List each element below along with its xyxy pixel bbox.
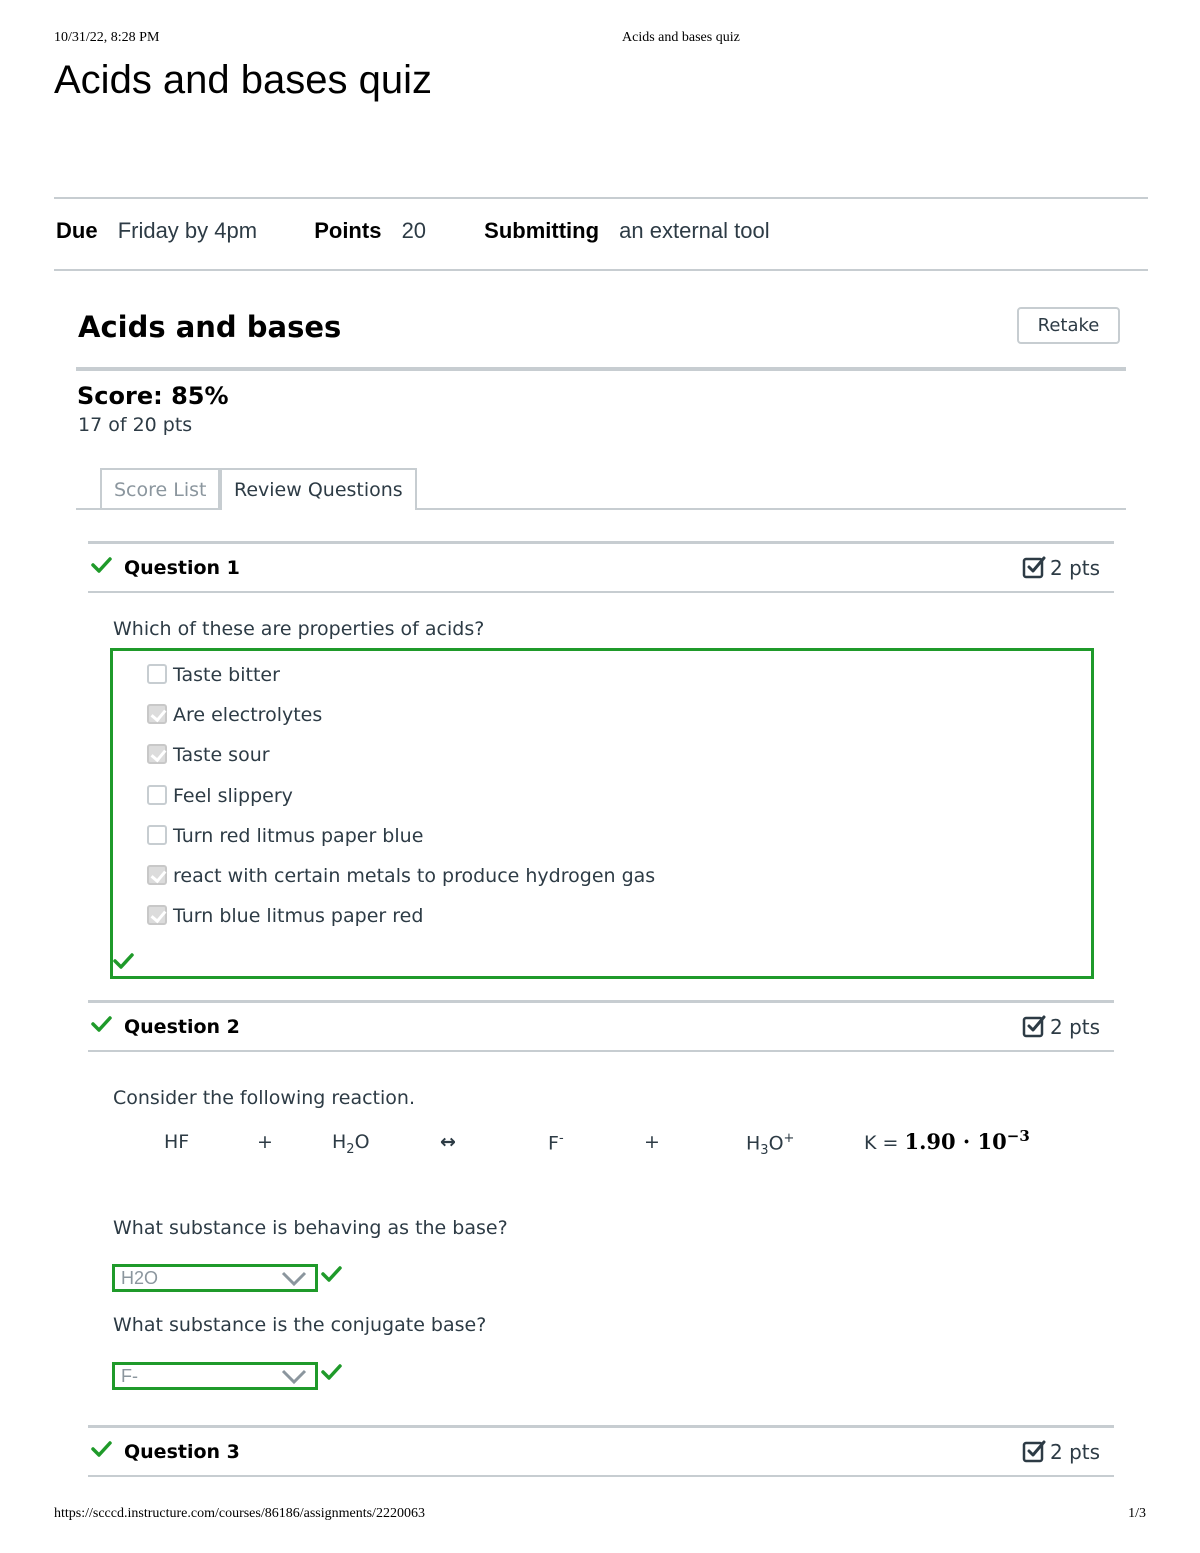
eq-hf: HF xyxy=(164,1131,190,1153)
check-icon xyxy=(320,1263,342,1285)
eq-plus: + xyxy=(257,1131,273,1153)
checkbox[interactable] xyxy=(147,704,167,724)
submitting-value: an external tool xyxy=(619,218,770,243)
print-footer xyxy=(54,1506,1146,1526)
checkbox[interactable] xyxy=(147,905,167,925)
quiz-title: Acids and bases xyxy=(78,310,342,344)
eq-k: $K = 1.90 \cdot 10^{-3}$ xyxy=(864,1127,1030,1154)
divider xyxy=(76,367,1126,371)
score-points: 17 of 20 pts xyxy=(78,414,193,436)
answer-label: Turn blue litmus paper red xyxy=(173,905,424,927)
eq-plus: + xyxy=(644,1131,660,1153)
select-value: H2O xyxy=(121,1268,159,1288)
check-icon xyxy=(320,1361,342,1383)
question-title: Question 3 xyxy=(124,1441,240,1463)
points-label: Points xyxy=(314,218,382,243)
assignment-meta xyxy=(56,218,770,244)
tab-score-list[interactable]: Score List xyxy=(100,468,220,508)
answers-box xyxy=(110,648,1094,979)
check-icon xyxy=(112,950,134,972)
answer-label: Are electrolytes xyxy=(173,704,323,726)
chevron-down-icon xyxy=(281,1269,307,1289)
answer-option xyxy=(147,785,293,809)
answer-option xyxy=(147,704,322,728)
due-label: Due xyxy=(56,218,98,243)
print-header xyxy=(54,30,1146,50)
answer-label: Feel slippery xyxy=(173,785,293,807)
print-url: https://scccd.instructure.com/courses/86186/assignments/2220063 xyxy=(54,1506,425,1521)
retake-button[interactable]: Retake xyxy=(1017,307,1120,344)
answer-option xyxy=(147,905,423,929)
checkbox[interactable] xyxy=(147,744,167,764)
answer-label: Turn red litmus paper blue xyxy=(173,825,424,847)
answer-label: react with certain metals to produce hydrogen gas xyxy=(173,865,656,887)
conjugate-base-select[interactable] xyxy=(112,1362,318,1390)
print-doc-title: Acids and bases quiz xyxy=(622,30,740,45)
base-select[interactable] xyxy=(112,1264,318,1292)
answer-option xyxy=(147,664,280,688)
question-title: Question 1 xyxy=(124,557,240,579)
points-value: 20 xyxy=(401,218,427,243)
score: Score: 85% xyxy=(77,382,229,410)
answer-option xyxy=(147,825,423,849)
eq-h3o: $H_3O^+$ xyxy=(746,1131,795,1159)
question-title: Question 2 xyxy=(124,1016,240,1038)
print-date: 10/31/22, 8:28 PM xyxy=(54,30,160,45)
check-icon xyxy=(90,1013,112,1035)
sub-question-text: What substance is behaving as the base? xyxy=(113,1217,508,1239)
checkbox[interactable] xyxy=(147,825,167,845)
page-title: Acids and bases quiz xyxy=(54,58,433,102)
chevron-down-icon xyxy=(281,1367,307,1387)
question-header xyxy=(88,1425,1114,1477)
due-value: Friday by 4pm xyxy=(117,218,258,243)
select-value: F- xyxy=(121,1366,138,1386)
checkbox-check-icon xyxy=(1022,555,1046,579)
question-header xyxy=(88,1000,1114,1052)
check-icon xyxy=(90,1438,112,1460)
eq-f: F- xyxy=(548,1131,564,1155)
question-header xyxy=(88,541,1114,593)
divider xyxy=(54,197,1148,199)
check-icon xyxy=(90,554,112,576)
tab-review-questions[interactable]: Review Questions xyxy=(220,468,417,510)
submitting-label: Submitting xyxy=(484,218,600,243)
answer-label: Taste bitter xyxy=(173,664,280,686)
checkbox[interactable] xyxy=(147,785,167,805)
sub-question-text: What substance is the conjugate base? xyxy=(113,1314,487,1336)
checkbox[interactable] xyxy=(147,664,167,684)
divider xyxy=(54,269,1148,271)
question-text: Which of these are properties of acids? xyxy=(113,618,485,640)
question-points: 2 pts xyxy=(1050,556,1101,580)
eq-equilibrium-arrow: ↔ xyxy=(440,1131,456,1153)
answer-option xyxy=(147,744,270,768)
checkbox[interactable] xyxy=(147,865,167,885)
checkbox-check-icon xyxy=(1022,1439,1046,1463)
question-points: 2 pts xyxy=(1050,1015,1101,1039)
answer-label: Taste sour xyxy=(173,744,270,766)
question-points: 2 pts xyxy=(1050,1440,1101,1464)
print-page-number: 1/3 xyxy=(1128,1506,1146,1521)
eq-h2o: $H_2O$ xyxy=(332,1131,370,1157)
checkbox-check-icon xyxy=(1022,1014,1046,1038)
question-text: Consider the following reaction. xyxy=(113,1087,415,1109)
answer-option xyxy=(147,865,655,889)
